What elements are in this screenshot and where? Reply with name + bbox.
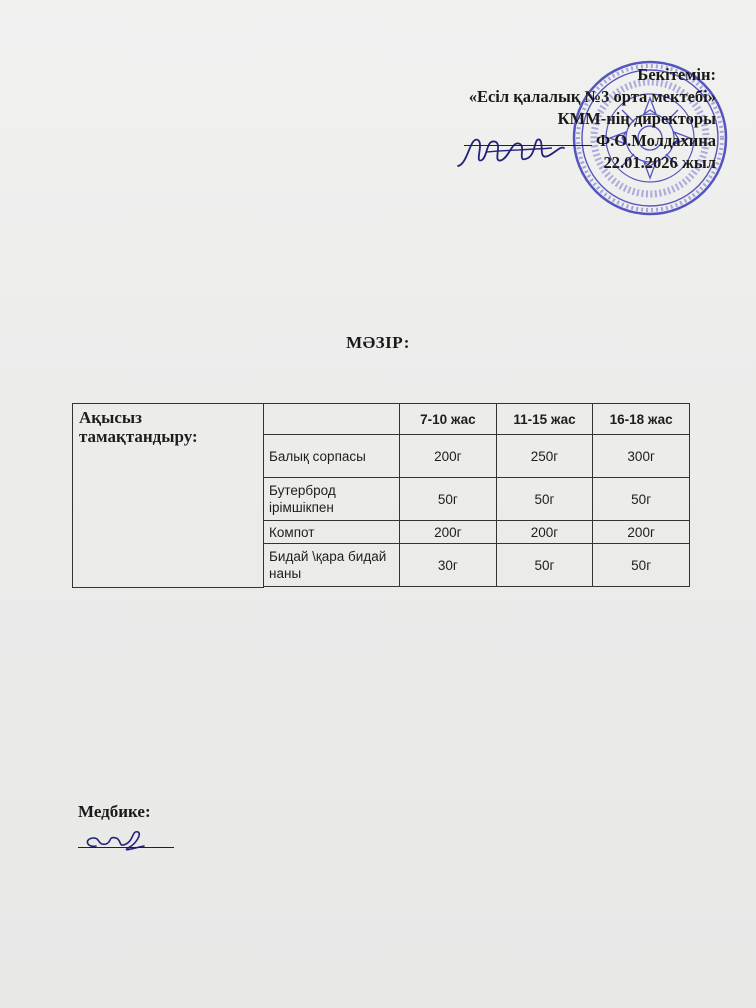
- menu-category: Ақысыз тамақтандыру:: [73, 404, 264, 588]
- menu-item-name: Компот: [264, 521, 400, 544]
- nurse-label: Медбике:: [78, 802, 151, 821]
- menu-item-value: 50г: [593, 478, 690, 521]
- nurse-signature-line: [78, 847, 174, 848]
- approval-block: [356, 64, 716, 174]
- menu-item-value: 250г: [496, 435, 593, 478]
- menu-item-name: Бидай \қара бидай наны: [264, 544, 400, 587]
- nurse-signature-icon: [78, 826, 158, 856]
- table-filler-cell: [264, 587, 690, 588]
- menu-item-name: Балық сорпасы: [264, 435, 400, 478]
- menu-item-value: 200г: [400, 435, 497, 478]
- menu-item-value: 200г: [496, 521, 593, 544]
- page-title: МӘЗІР:: [346, 333, 410, 352]
- signature-line: [464, 131, 592, 146]
- column-header-age-16-18: 16-18 жас: [593, 404, 690, 435]
- column-header-age-11-15: 11-15 жас: [496, 404, 593, 435]
- approval-school: «Есіл қалалық №3 орта мектебі»: [468, 87, 716, 106]
- menu-item-value: 50г: [400, 478, 497, 521]
- menu-item-value: 200г: [400, 521, 497, 544]
- column-header-age-7-10: 7-10 жас: [400, 404, 497, 435]
- menu-item-value: 50г: [496, 478, 593, 521]
- menu-item-name: Бутерброд ірімшікпен: [264, 478, 400, 521]
- menu-item-value: 50г: [496, 544, 593, 587]
- approval-heading: Бекітемін:: [637, 65, 716, 84]
- approval-role: КММ-нің директоры: [557, 109, 716, 128]
- menu-item-value: 300г: [593, 435, 690, 478]
- column-header-blank: [264, 404, 400, 435]
- approval-name-line: [356, 130, 716, 152]
- table-header-row: [73, 404, 690, 435]
- menu-item-value: 30г: [400, 544, 497, 587]
- menu-table: [72, 403, 690, 588]
- approval-date: 22.01.2026 жыл: [603, 153, 716, 172]
- menu-item-value: 200г: [593, 521, 690, 544]
- menu-item-value: 50г: [593, 544, 690, 587]
- approval-name: Ф.О.Молдахина: [595, 131, 716, 150]
